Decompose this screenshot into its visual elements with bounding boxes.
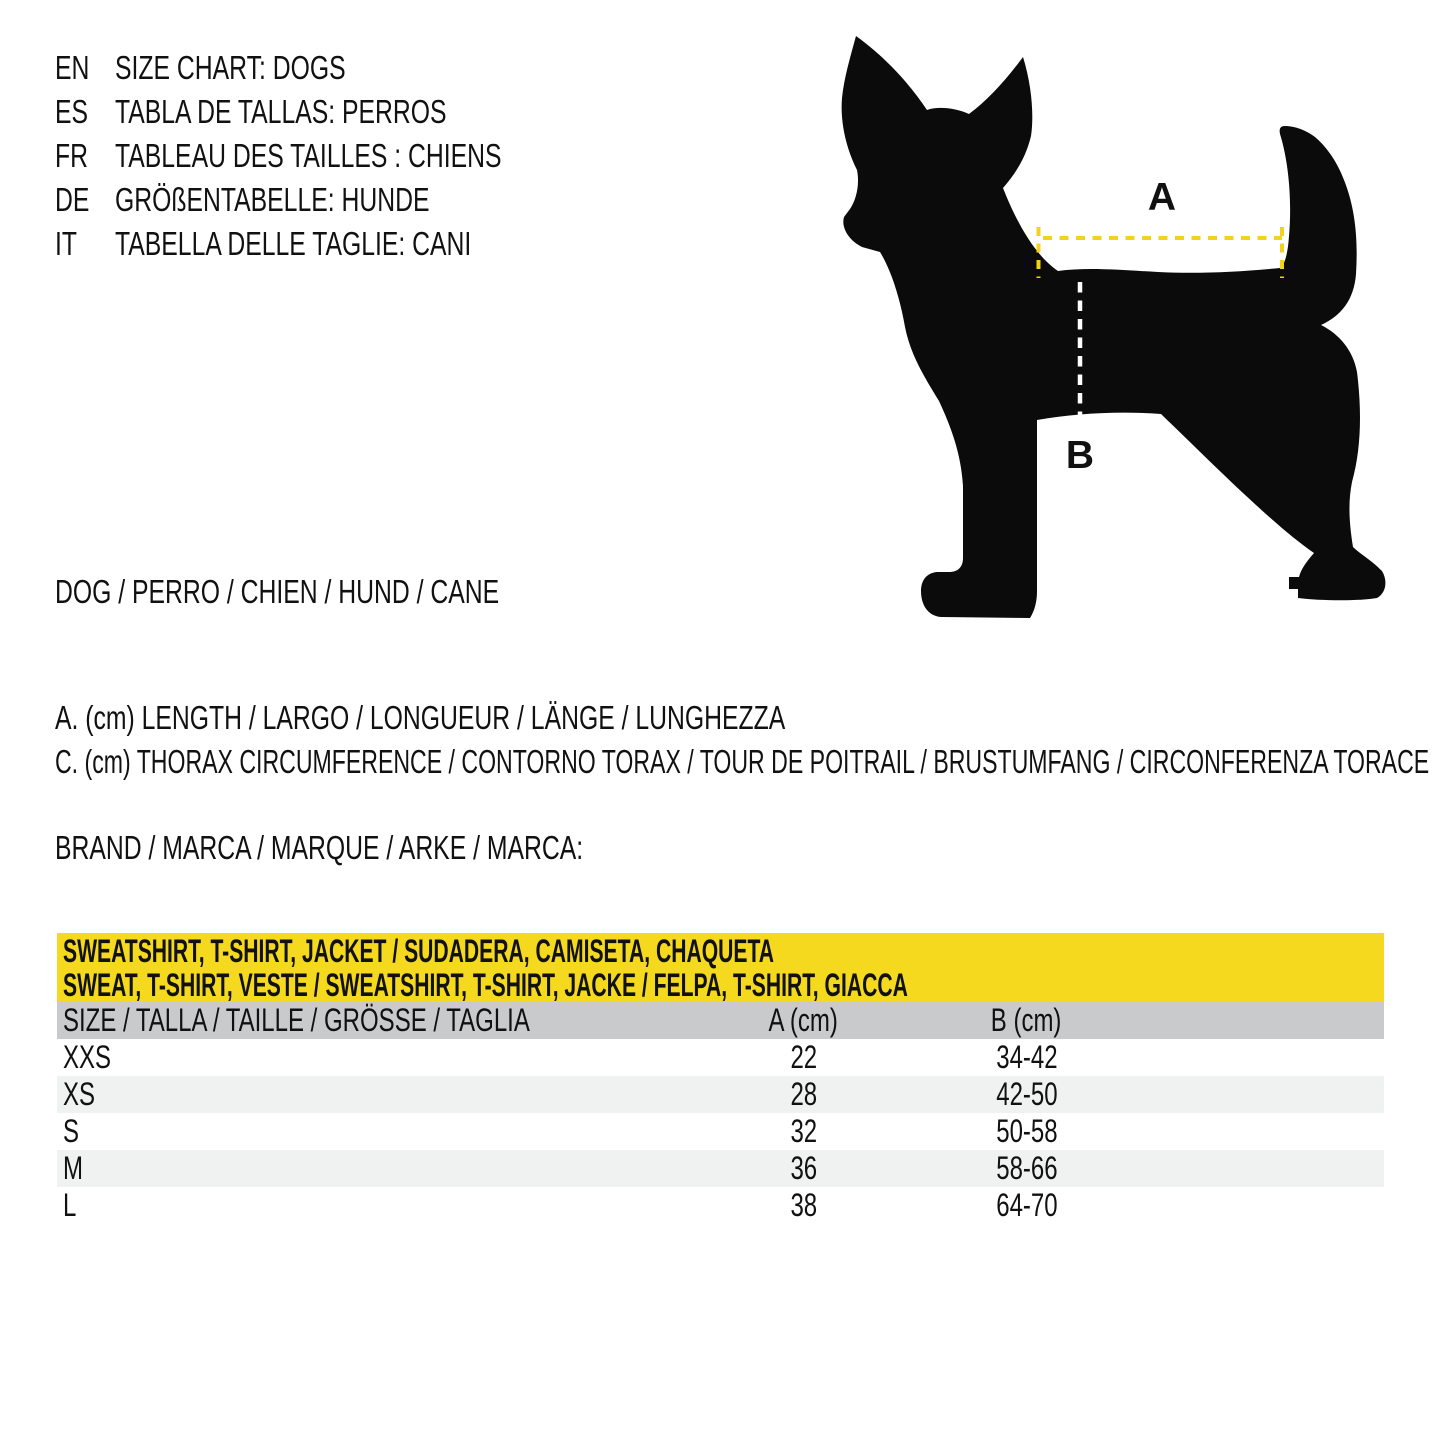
figure-caption: DOG / PERRO / CHIEN / HUND / CANE bbox=[55, 573, 500, 610]
title-en: SIZE CHART: DOGS bbox=[115, 49, 346, 86]
value-b: 58-66 bbox=[995, 1150, 1058, 1186]
title-row-en bbox=[55, 46, 630, 90]
brand-line: BRAND / MARCA / MARQUE / ARKE / MARCA: bbox=[55, 829, 584, 866]
value-a: 38 bbox=[790, 1187, 817, 1223]
table-row-m bbox=[57, 1150, 1384, 1187]
size-table bbox=[57, 933, 1384, 1224]
size-label: S bbox=[63, 1113, 80, 1149]
measure-b-label: B bbox=[1065, 434, 1095, 477]
value-a: 22 bbox=[790, 1039, 817, 1075]
measure-legend-a: A. (cm) LENGTH / LARGO / LONGUEUR / LÄNGE / LUNGHEZZA bbox=[55, 699, 786, 736]
measure-legend bbox=[55, 696, 1445, 784]
title-it: TABELLA DELLE TAGLIE: CANI bbox=[115, 225, 472, 262]
value-b: 64-70 bbox=[995, 1187, 1058, 1223]
value-a: 36 bbox=[790, 1150, 817, 1186]
lang-code-es: ES bbox=[55, 93, 89, 130]
table-row-s bbox=[57, 1113, 1384, 1150]
garment-banner bbox=[57, 933, 1384, 1002]
col-header-b: B (cm) bbox=[991, 1002, 1062, 1038]
title-row-fr bbox=[55, 134, 630, 178]
value-a: 28 bbox=[790, 1076, 817, 1112]
value-b: 50-58 bbox=[995, 1113, 1058, 1149]
lang-code-de: DE bbox=[55, 181, 90, 218]
table-row-xs bbox=[57, 1076, 1384, 1113]
title-row-es bbox=[55, 90, 630, 134]
language-title-block bbox=[55, 46, 630, 266]
col-header-size: SIZE / TALLA / TAILLE / GRÖSSE / TAGLIA bbox=[63, 1002, 530, 1038]
size-table-header-row bbox=[57, 1002, 1384, 1039]
garment-banner-line1: SWEATSHIRT, T-SHIRT, JACKET / SUDADERA, CAMISETA, CHAQUETA bbox=[63, 933, 775, 969]
value-b: 34-42 bbox=[995, 1039, 1058, 1075]
measure-a-label: A bbox=[1147, 176, 1177, 219]
size-label: XS bbox=[63, 1076, 96, 1112]
title-es: TABLA DE TALLAS: PERROS bbox=[115, 93, 447, 130]
title-row-de bbox=[55, 178, 630, 222]
measure-legend-c: C. (cm) THORAX CIRCUMFERENCE / CONTORNO TORAX / TOUR DE POITRAIL / BRUSTUMFANG / CIRCONFERENZA TORACE bbox=[55, 743, 1430, 780]
size-label: L bbox=[63, 1187, 77, 1223]
size-label: XXS bbox=[63, 1039, 112, 1075]
col-header-a: A (cm) bbox=[768, 1002, 839, 1038]
lang-code-it: IT bbox=[55, 225, 77, 262]
table-row-l bbox=[57, 1187, 1384, 1224]
garment-banner-line2: SWEAT, T-SHIRT, VESTE / SWEATSHIRT, T-SHIRT, JACKE / FELPA, T-SHIRT, GIACCA bbox=[63, 966, 908, 1003]
title-row-it bbox=[55, 222, 630, 266]
table-row-xxs bbox=[57, 1039, 1384, 1076]
value-b: 42-50 bbox=[995, 1076, 1058, 1112]
lang-code-fr: FR bbox=[55, 137, 88, 174]
size-table-grid bbox=[57, 1002, 1384, 1224]
dog-silhouette bbox=[842, 36, 1386, 618]
dog-measurement-figure bbox=[820, 20, 1420, 620]
lang-code-en: EN bbox=[55, 49, 90, 86]
value-a: 32 bbox=[790, 1113, 817, 1149]
size-label: M bbox=[63, 1150, 83, 1186]
title-fr: TABLEAU DES TAILLES : CHIENS bbox=[115, 137, 502, 174]
title-de: GRÖßENTABELLE: HUNDE bbox=[115, 181, 430, 218]
